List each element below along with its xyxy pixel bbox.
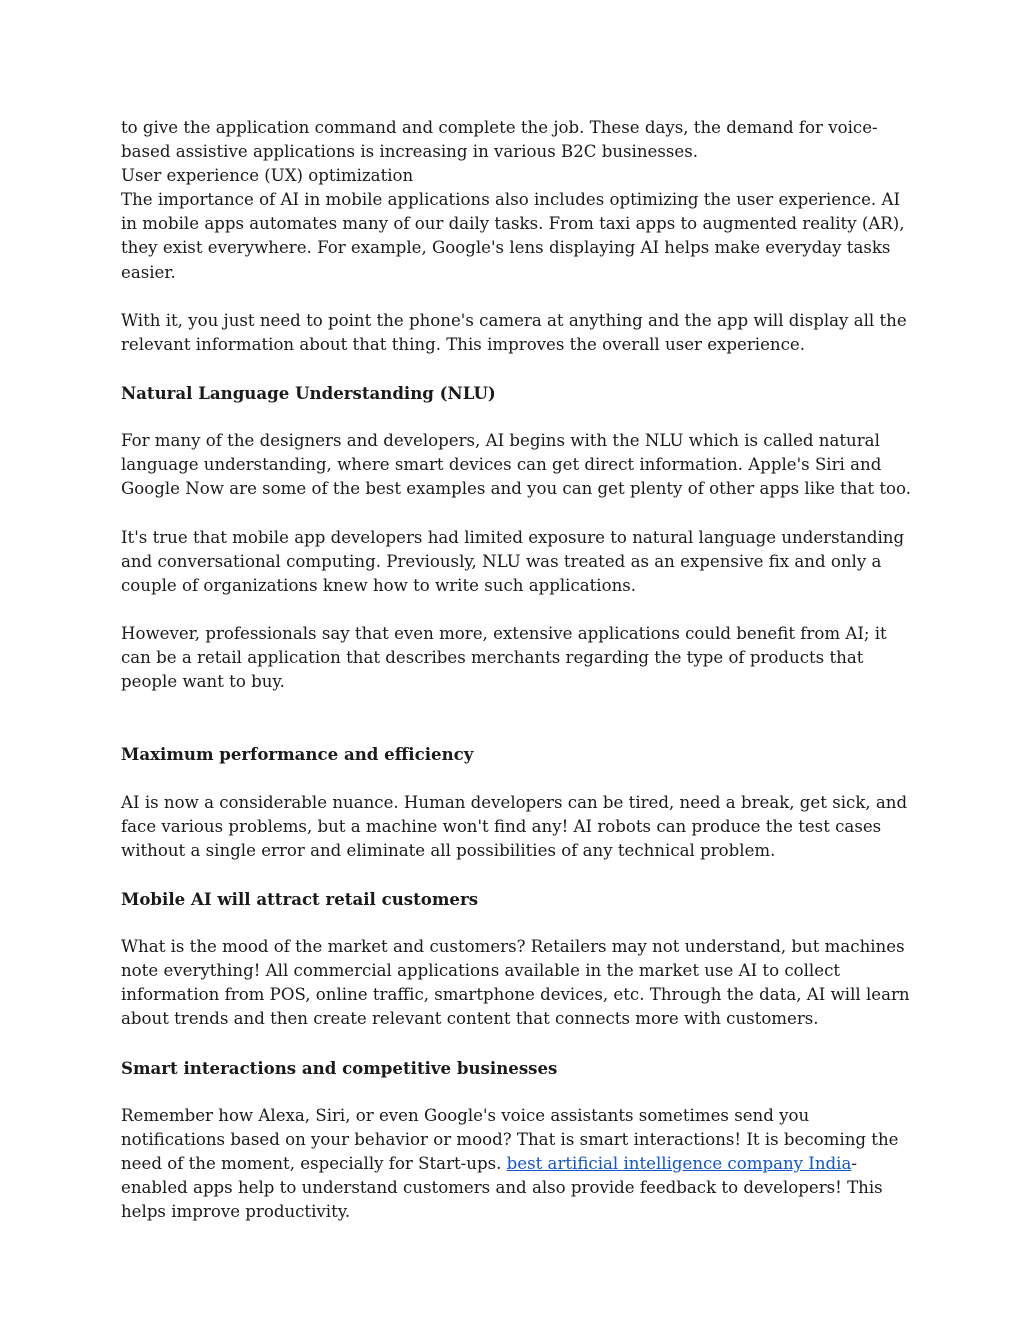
- paragraph-camera-lens: With it, you just need to point the phone's camera at anything and the app will display all the relevant information about that thing. This improves the overall user experience.: [121, 310, 907, 354]
- heading-nlu: Natural Language Understanding (NLU): [121, 383, 496, 404]
- paragraph-performance: AI is now a considerable nuance. Human developers can be tired, need a break, get sick, and face various problems, but a machine won't find any! AI robots can produce the test cases without a single error and eliminate all possibilities of any technical problem.: [121, 792, 908, 860]
- paragraph-ux-label: User experience (UX) optimization: [121, 166, 414, 186]
- paragraph-ux-importance: The importance of AI in mobile applications also includes optimizing the user experience. AI in mobile apps automates many of our daily tasks. From taxi apps to augmented reality (AR), they exist everywhere. For example, Google's lens displaying AI helps make everyday tasks easier.: [121, 190, 905, 282]
- paragraph-smart-interactions: [121, 1104, 911, 1224]
- spacer: [121, 767, 911, 791]
- heading-smart-interactions: Smart interactions and competitive businesses: [121, 1057, 558, 1078]
- heading-retail-customers: Mobile AI will attract retail customers: [121, 889, 479, 909]
- spacer: [121, 357, 911, 381]
- spacer: [121, 1080, 911, 1104]
- spacer: [121, 502, 911, 526]
- spacer: [121, 598, 911, 622]
- heading-performance: Maximum performance and efficiency: [121, 744, 474, 765]
- paragraph-nlu-retail: However, professionals say that even more, extensive applications could benefit from AI; it can be a retail application that describes merchants regarding the type of products that people want to buy.: [121, 623, 887, 692]
- ai-company-india-link[interactable]: best artificial intelligence company India: [506, 1154, 852, 1174]
- paragraph-nlu-intro: For many of the designers and developers, AI begins with the NLU which is called natural language understanding, where smart devices can get direct information. Apple's Siri and Google Now are some of the best examples and you can get plenty of other apps like that too.: [121, 431, 911, 499]
- paragraph-nlu-exposure: It's true that mobile app developers had limited exposure to natural language understanding and conversational computing. Previously, NLU was treated as an expensive fix and only a couple of organizations knew how to write such applications.: [121, 527, 905, 595]
- document-body: [121, 116, 911, 1224]
- smart-text-after-link: -enabled apps help to understand customers and also provide feedback to developers! This helps improve productivity.: [121, 1154, 883, 1222]
- spacer: [121, 285, 911, 309]
- spacer: [121, 863, 911, 887]
- spacer: [121, 911, 911, 935]
- smart-text-before-link: Remember how Alexa, Siri, or even Google's voice assistants sometimes send you notifications based on your behavior or mood? That is smart interactions! It is becoming the need of the moment, especially for Start-ups.: [121, 1105, 899, 1174]
- spacer: [121, 1032, 911, 1056]
- paragraph-intro-continued: to give the application command and complete the job. These days, the demand for voice-based assistive applications is increasing in various B2C businesses.: [121, 118, 878, 162]
- paragraph-retail-customers: What is the mood of the market and customers? Retailers may not understand, but machines note everything! All commercial applications available in the market use AI to collect information from POS, online traffic, smartphone devices, etc. Through the data, AI will learn about trends and then create relevant content that connects more with customers.: [121, 937, 910, 1029]
- spacer: [121, 694, 911, 742]
- spacer: [121, 405, 911, 429]
